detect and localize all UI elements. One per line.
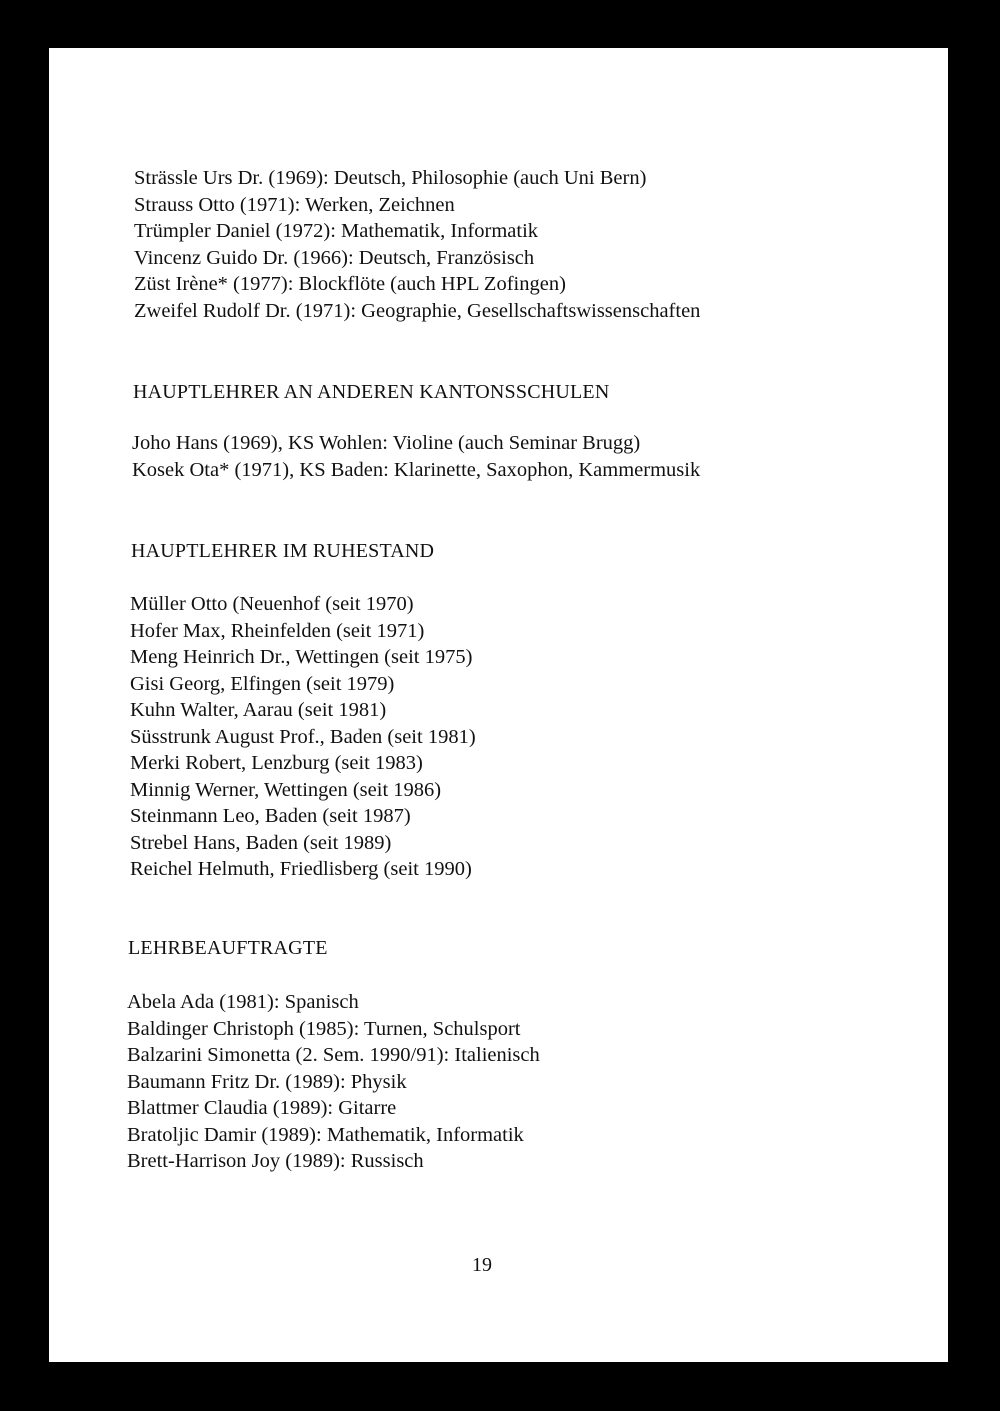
list-item: Blattmer Claudia (1989): Gitarre [127, 1097, 397, 1119]
lecturers-list [127, 989, 540, 1175]
list-item: Strässle Urs Dr. (1969): Deutsch, Philosophie (auch Uni Bern) [134, 167, 647, 189]
teacher-list-continued [134, 165, 700, 324]
page-number: 19 [472, 1254, 492, 1276]
list-item: Meng Heinrich Dr., Wettingen (seit 1975) [130, 646, 473, 668]
section-heading-lecturers: LEHRBEAUFTRAGTE [128, 937, 328, 959]
list-item: Baumann Fritz Dr. (1989): Physik [127, 1070, 407, 1093]
list-item: Kuhn Walter, Aarau (seit 1981) [130, 699, 387, 721]
list-item: Joho Hans (1969), KS Wohlen: Violine (auch Seminar Brugg) [132, 432, 641, 454]
list-item: Strebel Hans, Baden (seit 1989) [130, 831, 392, 854]
list-item: Brett-Harrison Joy (1989): Russisch [127, 1150, 424, 1172]
list-item: Bratoljic Damir (1989): Mathematik, Informatik [127, 1123, 524, 1146]
list-item: Trümpler Daniel (1972): Mathematik, Informatik [134, 220, 539, 242]
list-item: Balzarini Simonetta (2. Sem. 1990/91): Italienisch [127, 1044, 540, 1066]
list-item: Strauss Otto (1971): Werken, Zeichnen [134, 193, 455, 216]
retired-list [130, 591, 476, 883]
list-item: Merki Robert, Lenzburg (seit 1983) [130, 752, 423, 774]
section-heading-other-schools: HAUPTLEHRER AN ANDEREN KANTONSSCHULEN [133, 381, 610, 403]
list-item: Kosek Ota* (1971), KS Baden: Klarinette, Saxophon, Kammermusik [132, 458, 701, 481]
section-heading-retired: HAUPTLEHRER IM RUHESTAND [131, 540, 435, 562]
document-page [49, 48, 948, 1362]
list-item: Vincenz Guido Dr. (1966): Deutsch, Französisch [134, 246, 535, 269]
list-item: Baldinger Christoph (1985): Turnen, Schulsport [127, 1017, 521, 1040]
list-item: Abela Ada (1981): Spanisch [127, 991, 359, 1013]
list-item: Reichel Helmuth, Friedlisberg (seit 1990) [130, 858, 472, 880]
list-item: Müller Otto (Neuenhof (seit 1970) [130, 593, 414, 615]
list-item: Züst Irène* (1977): Blockflöte (auch HPL Zofingen) [134, 273, 566, 295]
list-item: Steinmann Leo, Baden (seit 1987) [130, 805, 411, 827]
list-item: Minnig Werner, Wettingen (seit 1986) [130, 778, 442, 801]
list-item: Süsstrunk August Prof., Baden (seit 1981) [130, 725, 476, 748]
other-schools-list [132, 430, 700, 483]
list-item: Hofer Max, Rheinfelden (seit 1971) [130, 619, 425, 642]
list-item: Gisi Georg, Elfingen (seit 1979) [130, 672, 395, 695]
list-item: Zweifel Rudolf Dr. (1971): Geographie, Gesellschaftswissenschaften [134, 299, 701, 322]
